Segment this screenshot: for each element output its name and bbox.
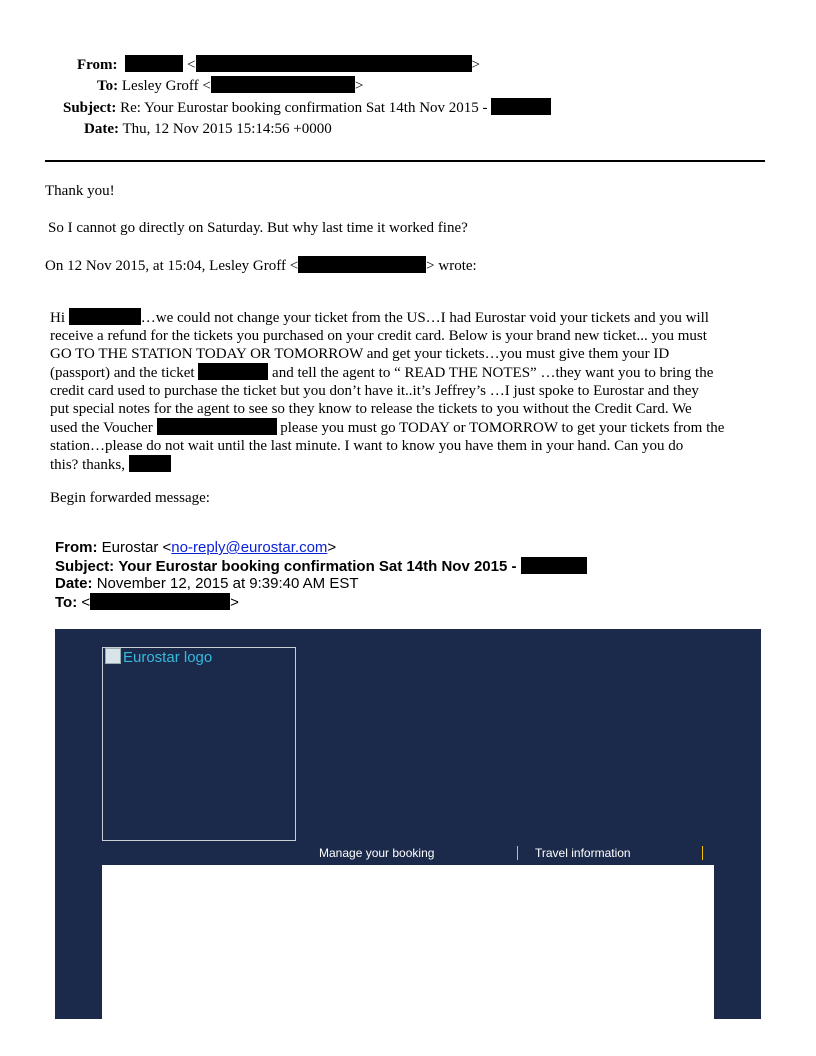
header-divider bbox=[45, 160, 765, 162]
subject-text: Re: Your Eurostar booking confirmation Sat 14th Nov 2015 - bbox=[120, 100, 488, 116]
fwd-date-text: November 12, 2015 at 9:39:40 AM EST bbox=[96, 575, 359, 592]
quoted-line-2: receive a refund for the tickets you purchased on your credit card. Below is your brand new ticket... you must bbox=[50, 328, 707, 344]
redacted-voucher bbox=[157, 418, 277, 435]
quoted-line-6: put special notes for the agent to see so they know to release the tickets to you without the Credit Card. We bbox=[50, 401, 692, 417]
thanks-line: Thank you! bbox=[45, 183, 115, 199]
fwd-to-row: To: < > bbox=[55, 594, 239, 611]
begin-forwarded: Begin forwarded message: bbox=[50, 490, 210, 506]
header-from-row bbox=[77, 55, 480, 74]
fwd-to-label: To: bbox=[55, 594, 78, 611]
eurostar-logo bbox=[102, 647, 296, 841]
subject-label: Subject: bbox=[63, 100, 117, 116]
broken-image-icon bbox=[105, 648, 121, 664]
nav-separator bbox=[517, 846, 518, 860]
fwd-from-name: Eurostar < bbox=[101, 539, 172, 556]
redacted-from-name bbox=[125, 55, 183, 72]
redacted-ticket bbox=[198, 363, 268, 380]
quoted-line-8: station…please do not wait until the last minute. I want to know you have them in your hand. Can you do bbox=[50, 438, 684, 454]
redacted-email bbox=[298, 256, 426, 273]
email-content-area bbox=[102, 865, 714, 1019]
eurostar-email-panel bbox=[55, 629, 761, 1019]
header-subject-row bbox=[63, 98, 551, 117]
fwd-subject-row bbox=[55, 557, 587, 576]
angle-open: < bbox=[202, 78, 211, 94]
angle-close: > bbox=[354, 78, 364, 94]
quoted-line-4: (passport) and the ticket and tell the agent to “ READ THE NOTES” …they want you to bring the bbox=[50, 365, 714, 381]
from-label: From: bbox=[77, 57, 118, 73]
redacted-from-email bbox=[196, 55, 472, 72]
quoted-line-1: Hi …we could not change your ticket from the US…I had Eurostar void your tickets and you will bbox=[50, 310, 709, 326]
date-label: Date: bbox=[84, 121, 119, 137]
to-label: To: bbox=[97, 78, 119, 94]
redacted-signature bbox=[129, 455, 171, 472]
fwd-date-row bbox=[55, 575, 359, 593]
to-name: Lesley Groff bbox=[121, 78, 199, 94]
angle-open: < bbox=[187, 57, 196, 73]
redacted-name bbox=[69, 308, 141, 325]
fwd-subject-text: Your Eurostar booking confirmation Sat 14th Nov 2015 - bbox=[118, 558, 517, 575]
header-to-row bbox=[97, 76, 363, 95]
quote-intro bbox=[45, 256, 477, 275]
fwd-from-email-link[interactable]: no-reply@eurostar.com bbox=[171, 539, 328, 556]
quoted-line-9: this? thanks, bbox=[50, 455, 770, 474]
quoted-line-7: used the Voucher please you must go TODAY or TOMORROW to get your tickets from the bbox=[50, 420, 725, 436]
quoted-line-5: credit card used to purchase the ticket but you don’t have it..it’s Jeffrey’s …I just spoke to Eurostar and they bbox=[50, 383, 699, 399]
redacted-booking-ref bbox=[491, 98, 551, 115]
question-line: So I cannot go directly on Saturday. But why last time it worked fine? bbox=[48, 220, 468, 236]
date-text: Thu, 12 Nov 2015 15:14:56 +0000 bbox=[122, 121, 332, 137]
redacted-fwd-booking-ref bbox=[521, 557, 587, 574]
redacted-to-email bbox=[211, 76, 355, 93]
angle-close: > bbox=[471, 57, 480, 73]
quoted-message bbox=[50, 308, 770, 474]
logo-alt-text: Eurostar logo bbox=[123, 649, 213, 666]
nav-travel-information[interactable]: Travel information bbox=[535, 846, 631, 860]
redacted-fwd-to-email bbox=[90, 593, 230, 610]
quote-intro-end: > wrote: bbox=[426, 258, 477, 274]
header-date-row bbox=[84, 120, 332, 138]
fwd-date-label: Date: bbox=[55, 575, 93, 592]
fwd-from-row: From: Eurostar <no-reply@eurostar.com> bbox=[55, 539, 337, 556]
quote-intro-text: On 12 Nov 2015, at 15:04, Lesley Groff < bbox=[45, 258, 299, 274]
fwd-subject-label: Subject: bbox=[55, 558, 115, 575]
nav-manage-booking[interactable]: Manage your booking bbox=[319, 846, 435, 860]
fwd-from-label: From: bbox=[55, 539, 98, 556]
nav-separator bbox=[702, 846, 703, 860]
quoted-line-3: GO TO THE STATION TODAY OR TOMORROW and get your tickets…you must give them your ID bbox=[50, 346, 670, 362]
